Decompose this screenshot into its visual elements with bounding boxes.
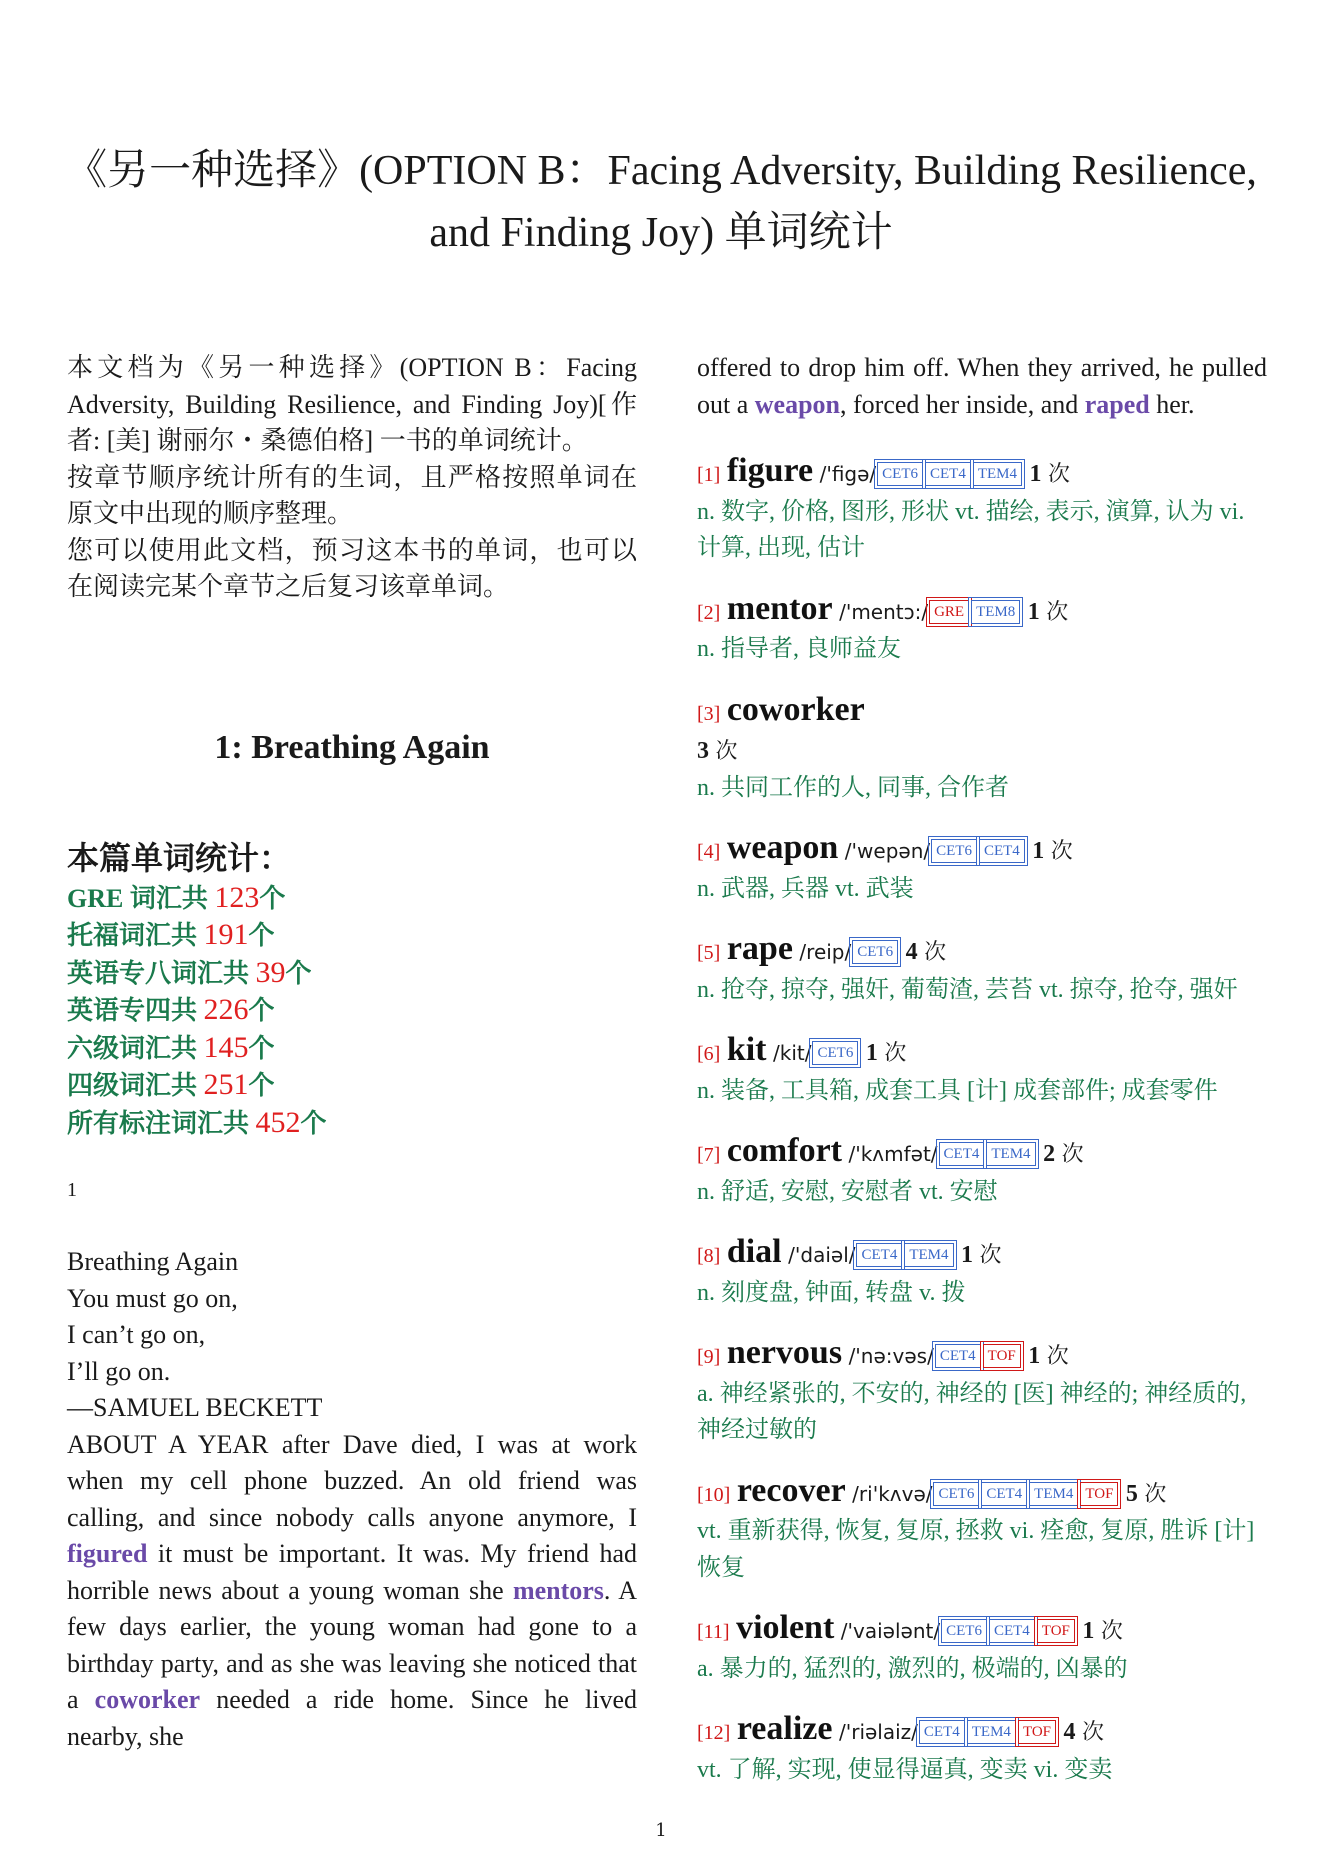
entry-phonetic: /'vaiələnt/ (840, 1619, 941, 1643)
entry-word[interactable]: kit (726, 1031, 767, 1068)
entry-phonetic: /reip/ (799, 940, 852, 964)
entry-phonetic: /'nə:vəs/ (848, 1344, 934, 1368)
entry-tag: GRE (929, 600, 969, 624)
entry-tag: TEM4 (967, 1720, 1016, 1744)
entry-count-unit: 次 (1046, 1343, 1069, 1368)
spacer (697, 423, 1267, 453)
entry-word[interactable]: coworker (726, 690, 865, 728)
entry-tag: TEM4 (973, 462, 1022, 486)
entry-count: 1 (1082, 1618, 1095, 1644)
entry-word[interactable]: weapon (726, 829, 839, 866)
entry-tag: TOF (1018, 1720, 1056, 1744)
vocab-entry (697, 591, 1267, 668)
vocab-entry (697, 1335, 1267, 1449)
entry-definition: n. 舒适, 安慰, 安慰者 vt. 安慰 (697, 1178, 998, 1205)
entry-index: [12] (697, 1722, 731, 1744)
stats-heading: 本篇单词统计： (67, 839, 292, 876)
entry-count: 1 (865, 1040, 878, 1066)
entry-definition: n. 装备, 工具箱, 成套工具 [计] 成套部件; 成套零件 (697, 1077, 1218, 1104)
entry-index: [11] (697, 1621, 730, 1643)
stat-count: 226 (203, 993, 249, 1026)
entry-tag: TEM4 (986, 1142, 1035, 1166)
entry-tag: CET4 (925, 462, 971, 486)
vocab-entry (697, 830, 1267, 907)
entry-head (697, 931, 1267, 972)
stats-list (67, 880, 637, 1143)
vocab-entry (697, 453, 1267, 567)
entry-count-unit: 次 (1082, 1719, 1105, 1744)
highlight-mentors[interactable]: mentors (512, 1575, 604, 1605)
entry-count-unit: 次 (1050, 838, 1073, 863)
entry-count: 2 (1043, 1141, 1056, 1167)
entry-count: 4 (1063, 1719, 1076, 1745)
text-span: needed a ride home. Since he lived nearby, she (67, 1685, 638, 1751)
entry-count-unit: 次 (1100, 1618, 1123, 1643)
entry-count: 3 (697, 738, 709, 764)
entry-count: 1 (1027, 598, 1040, 625)
chapter-text (67, 1244, 637, 1755)
stat-unit: 个 (259, 883, 286, 913)
text-span: her. (1156, 389, 1195, 419)
text-span: it must be important. It was. My friend had horrible news about a young woman she (67, 1539, 638, 1605)
stat-unit: 个 (248, 1071, 275, 1100)
vocab-entry (697, 1032, 1267, 1109)
stat-count: 145 (203, 1030, 249, 1064)
entry-index: [5] (697, 942, 721, 964)
left-column (67, 350, 637, 1755)
stat-label: 六级词汇共 (67, 1033, 204, 1063)
entry-word[interactable]: comfort (726, 1132, 842, 1169)
stat-label: 托福词汇共 (67, 921, 204, 950)
entry-phonetic: /'riəlaiz/ (838, 1720, 918, 1744)
entry-head (697, 1335, 1267, 1376)
entry-index: [8] (697, 1245, 721, 1267)
entry-head (697, 453, 1267, 494)
stat-label: 四级词汇共 (67, 1071, 204, 1100)
entry-head (697, 1234, 1267, 1275)
vocab-entry (697, 1610, 1267, 1687)
entry-head (697, 830, 1267, 871)
stat-unit: 个 (248, 921, 275, 950)
entry-definition: n. 指导者, 良师益友 (697, 636, 901, 662)
entry-phonetic: /'mentɔ:/ (839, 599, 929, 624)
entry-head (697, 591, 1267, 632)
stat-unit: 个 (300, 1108, 327, 1138)
stat-line (67, 1105, 637, 1143)
chapter-number: 1 (67, 1179, 77, 1201)
stat-line (67, 917, 637, 955)
entry-word[interactable]: recover (736, 1471, 846, 1509)
entry-tag: CET4 (939, 1142, 985, 1166)
entry-head (697, 692, 1267, 770)
entry-tag: TEM8 (971, 600, 1020, 624)
highlight-coworker[interactable]: coworker (94, 1685, 201, 1714)
entry-definition: a. 暴力的, 猛烈的, 激烈的, 极端的, 凶暴的 (697, 1655, 1128, 1682)
page-title: 《另一种选择》(OPTION B：Facing Adversity, Building Resilience, and Finding Joy) 单词统计 (65, 148, 1257, 256)
entry-word[interactable]: violent (736, 1609, 835, 1646)
entry-tag: CET6 (852, 940, 898, 964)
text-line: I’ll go on. (67, 1356, 171, 1386)
entry-definition: vt. 了解, 实现, 使显得逼真, 变卖 vi. 变卖 (697, 1756, 1113, 1783)
entry-phonetic: /ri'kʌvə/ (852, 1481, 933, 1506)
entry-count: 4 (905, 939, 918, 965)
entry-tag: CET6 (931, 839, 977, 863)
entry-index: [1] (697, 464, 721, 486)
entry-index: [9] (697, 1346, 721, 1368)
entry-count-unit: 次 (715, 738, 738, 763)
entry-phonetic: /kit/ (773, 1041, 812, 1065)
entry-index: [10] (697, 1483, 731, 1506)
entry-phonetic: /'figə/ (819, 462, 877, 486)
entry-word[interactable]: realize (736, 1710, 833, 1747)
vocab-entry (697, 931, 1267, 1008)
stat-line (67, 880, 637, 918)
entry-phonetic: /'daiəl/ (788, 1243, 856, 1267)
entry-definition: vt. 重新获得, 恢复, 复原, 拯救 vi. 痊愈, 复原, 胜诉 [计] 恢复 (697, 1518, 1255, 1581)
entry-tag: CET4 (979, 839, 1025, 863)
stat-label: 所有标注词汇共 (67, 1108, 256, 1138)
intro-paragraph: 本文档为《另一种选择》(OPTION B：Facing Adversity, Building Resilience, and Finding Joy)[作者: [美] 谢丽尔・桑德伯格] 一书的单词统计。 (67, 353, 637, 455)
text-span: ABOUT A YEAR after Dave died, I was at work when my cell phone buzzed. An old friend was calling, and since nobody calls anyone anymore, I (67, 1429, 637, 1532)
entry-definition: a. 神经紧张的, 不安的, 神经的 [医] 神经的; 神经质的, 神经过敏的 (697, 1380, 1247, 1443)
stat-count: 123 (214, 880, 260, 914)
page-number: 1 (655, 1820, 667, 1841)
stat-line (67, 955, 637, 993)
entry-phonetic: /'kʌmfət/ (848, 1142, 938, 1166)
entry-tag: TEM4 (1029, 1482, 1078, 1506)
stat-label: GRE 词汇共 (67, 883, 215, 913)
entry-count-unit: 次 (884, 1040, 907, 1065)
stat-count: 191 (203, 918, 249, 951)
entry-tag: CET6 (812, 1041, 858, 1065)
intro (67, 350, 637, 606)
entry-count-unit: 次 (1061, 1141, 1084, 1166)
entry-tag: CET6 (933, 1482, 979, 1506)
entry-count-unit: 次 (1048, 461, 1071, 486)
entry-head (697, 1610, 1267, 1651)
right-column (697, 350, 1267, 1812)
entry-count-unit: 次 (1144, 1480, 1167, 1506)
text-span: . A few days earlier, the young woman had gone to a birthday party, and as she was leaving she noticed that a (67, 1575, 638, 1714)
entry-head (697, 1032, 1267, 1073)
stat-line (67, 1030, 637, 1068)
entry-tag: TOF (1080, 1482, 1118, 1506)
text-line: Breathing Again (67, 1247, 239, 1276)
entry-count: 5 (1125, 1480, 1138, 1507)
entry-tag: TOF (983, 1344, 1021, 1368)
stat-unit: 个 (248, 1033, 275, 1063)
highlight-raped[interactable]: raped (1084, 389, 1150, 419)
vocab-entry (697, 692, 1267, 807)
intro-paragraph: 按章节顺序统计所有的生词，且严格按照单词在原文中出现的顺序整理。 (67, 462, 637, 528)
entry-word[interactable]: dial (726, 1233, 782, 1270)
text-line: I can’t go on, (67, 1320, 206, 1349)
vocab-entry (697, 1473, 1267, 1587)
chapter-heading: 1: Breathing Again (214, 728, 490, 766)
stat-label: 英语专四共 (67, 996, 204, 1025)
entry-definition: n. 刻度盘, 钟面, 转盘 v. 拨 (697, 1279, 966, 1306)
entry-count-unit: 次 (979, 1242, 1002, 1267)
entry-tag: TOF (1037, 1619, 1075, 1643)
vocab-list (697, 453, 1267, 1788)
entry-count: 1 (1032, 838, 1045, 864)
entry-count: 1 (1029, 461, 1042, 487)
entry-tag: CET6 (941, 1619, 987, 1643)
entry-index: [3] (697, 702, 721, 725)
stat-line (67, 992, 637, 1030)
body-paragraph-continued (697, 350, 1267, 423)
vocab-entry (697, 1133, 1267, 1210)
entry-index: [4] (697, 841, 721, 863)
stat-count: 39 (255, 955, 286, 989)
intro-paragraph: 您可以使用此文档，预习这本书的单词，也可以在阅读完某个章节之后复习该章单词。 (67, 535, 637, 601)
text-span: offered to drop him off. When they arrived, he pulled out a (697, 353, 1267, 419)
stat-label: 英语专八词汇共 (67, 958, 256, 988)
entry-tag: CET4 (856, 1243, 902, 1267)
entry-count: 1 (961, 1242, 973, 1268)
entry-word[interactable]: rape (726, 930, 793, 967)
entry-index: [2] (697, 601, 721, 624)
entry-word[interactable]: mentor (726, 589, 833, 627)
entry-head (697, 1711, 1267, 1752)
highlight-weapon[interactable]: weapon (754, 389, 841, 419)
entry-definition: n. 武器, 兵器 vt. 武装 (697, 875, 914, 902)
entry-definition: n. 抢夺, 掠夺, 强奸, 葡萄渣, 芸苔 vt. 掠夺, 抢夺, 强奸 (697, 976, 1238, 1003)
entry-head (697, 1133, 1267, 1174)
entry-tag: CET6 (877, 462, 923, 486)
entry-phonetic: /'wepən/ (844, 839, 931, 863)
stat-unit: 个 (248, 996, 275, 1025)
entry-tag: CET4 (935, 1344, 981, 1368)
stat-count: 251 (203, 1068, 249, 1101)
vocab-entry (697, 1711, 1267, 1788)
body-paragraph (67, 1427, 637, 1756)
entry-definition: n. 共同工作的人, 同事, 合作者 (697, 774, 1009, 801)
text-line: You must go on, (67, 1283, 238, 1313)
stat-line (67, 1067, 637, 1105)
entry-index: [7] (697, 1144, 721, 1166)
entry-tag: CET4 (989, 1619, 1035, 1643)
entry-tag: TEM4 (904, 1243, 953, 1267)
entry-tag: CET4 (981, 1482, 1027, 1506)
entry-word[interactable]: nervous (726, 1334, 843, 1371)
stat-unit: 个 (285, 958, 312, 988)
entry-count-unit: 次 (924, 939, 947, 964)
vocab-entry (697, 1234, 1267, 1311)
entry-count-unit: 次 (1046, 598, 1069, 624)
entry-definition: n. 数字, 价格, 图形, 形状 vt. 描绘, 表示, 演算, 认为 vi. 计算, 出现, 估计 (697, 498, 1245, 561)
text-span: , forced her inside, and (840, 389, 1079, 419)
entry-head (697, 1473, 1267, 1514)
highlight-figured[interactable]: figured (67, 1539, 148, 1568)
text-line: —SAMUEL BECKETT (67, 1393, 323, 1422)
entry-count: 1 (1028, 1343, 1041, 1369)
entry-word[interactable]: figure (726, 452, 814, 489)
entry-tag: CET4 (919, 1720, 965, 1744)
stat-count: 452 (255, 1105, 301, 1139)
entry-index: [6] (697, 1043, 721, 1065)
